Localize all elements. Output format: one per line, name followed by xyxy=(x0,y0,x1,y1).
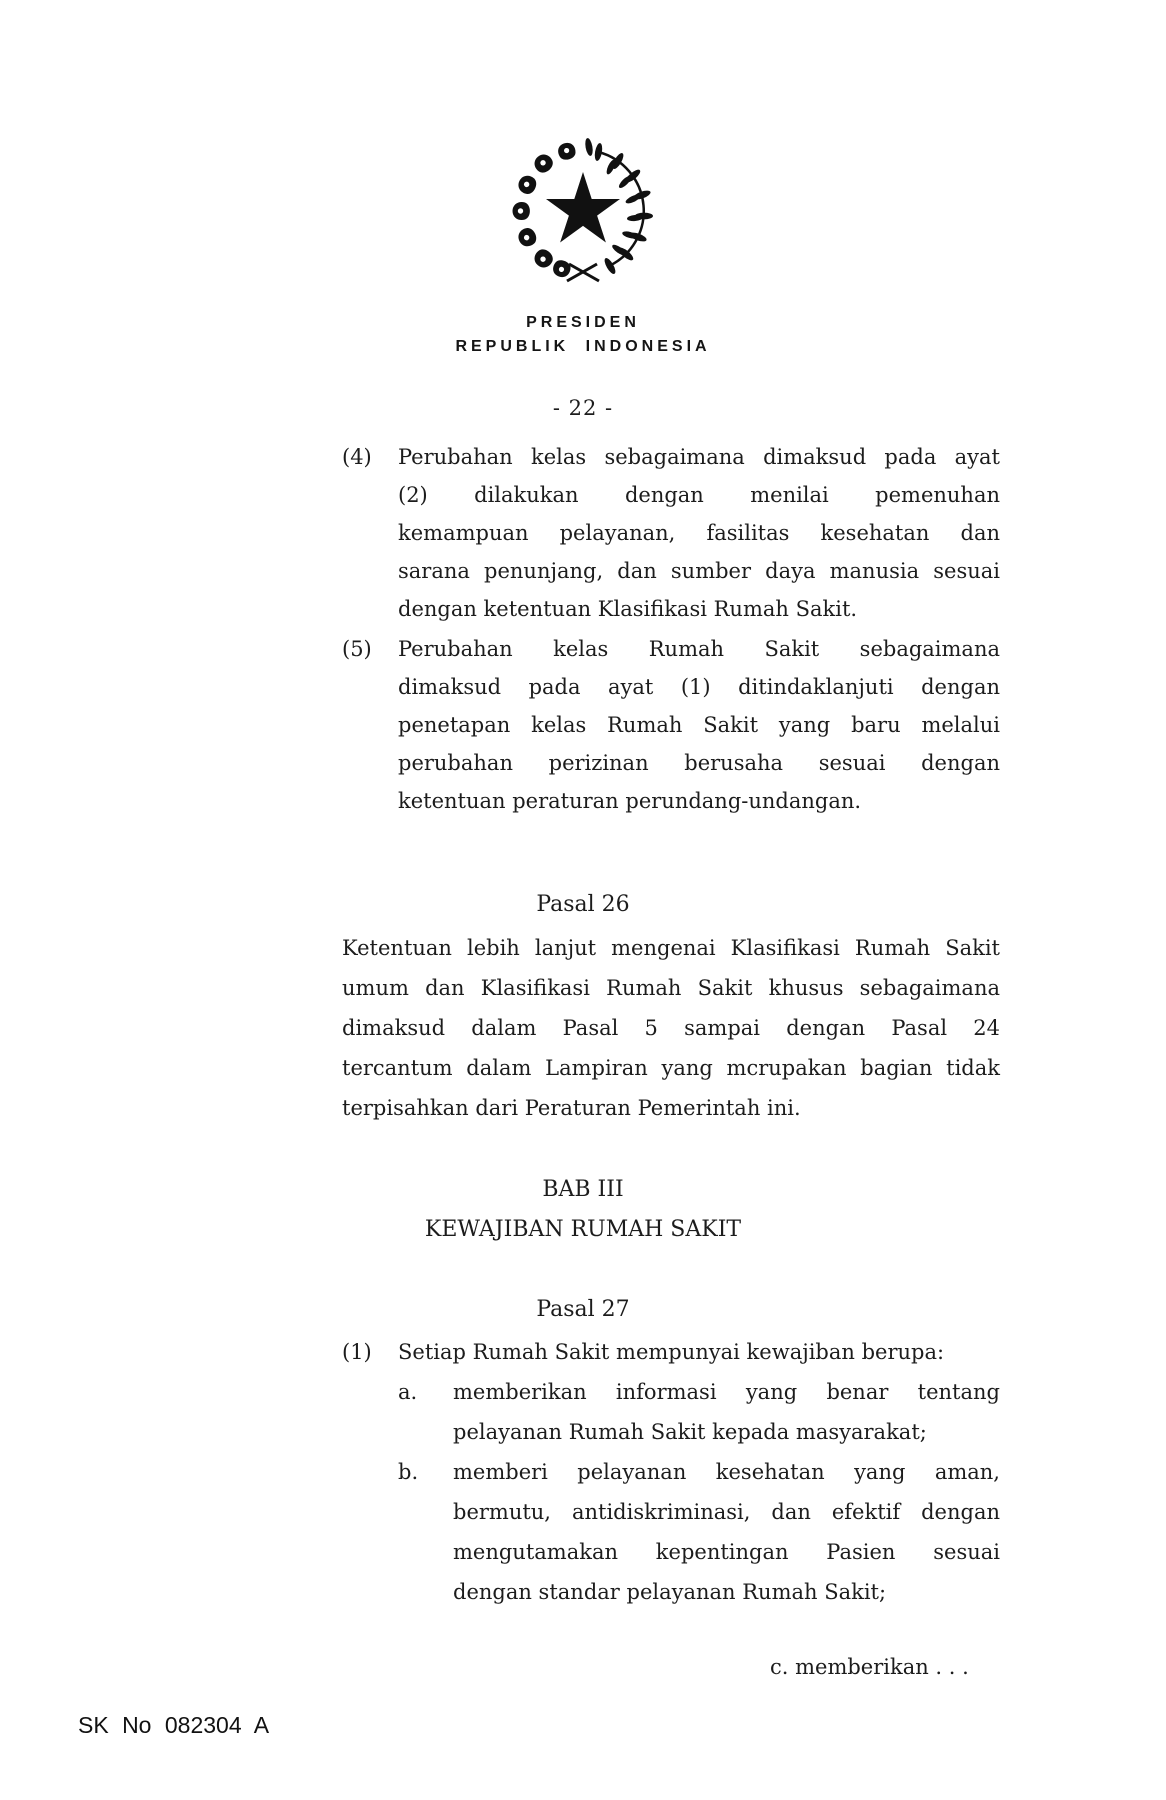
letterhead-title: PRESIDEN xyxy=(526,314,640,331)
bab-3-subheading: KEWAJIBAN RUMAH SAKIT xyxy=(424,1217,742,1242)
text-line: ketentuan peraturan perundang-undangan. xyxy=(398,789,862,813)
text-line: dengan ketentuan Klasifikasi Rumah Sakit. xyxy=(398,597,858,621)
paragraph-ayat-4 xyxy=(342,438,1000,628)
text-line: (2) dilakukan dengan menilai pemenuhan xyxy=(398,483,1000,507)
subitem-text xyxy=(453,1372,1000,1452)
paragraph-text xyxy=(398,438,1000,628)
text-line: tercantum dalam Lampiran yang mcrupakan bagian tidak xyxy=(342,1056,1000,1080)
text-line: memberikan informasi yang benar tentang xyxy=(453,1380,1000,1404)
subitem-a xyxy=(398,1372,1000,1452)
text-line: Setiap Rumah Sakit mempunyai kewajiban berupa: xyxy=(398,1340,945,1364)
star-icon xyxy=(546,172,620,243)
catchword: c. memberikan . . . xyxy=(770,1655,969,1679)
subitem-letter: a. xyxy=(398,1380,418,1404)
text-line: memberi pelayanan kesehatan yang aman, xyxy=(453,1460,1000,1484)
text-line: bermutu, antidiskriminasi, dan efektif dengan xyxy=(453,1500,1000,1524)
text-line: mengutamakan kepentingan Pasien sesuai xyxy=(453,1540,1000,1564)
page-number: - 22 - xyxy=(552,396,614,420)
crossed-stems-icon xyxy=(567,264,599,281)
text-line: Perubahan kelas sebagaimana dimaksud pada ayat xyxy=(398,445,1000,469)
subitem-text xyxy=(453,1452,1000,1612)
text-line: sarana penunjang, dan sumber daya manusia sesuai xyxy=(398,559,1000,583)
paragraph-number: (4) xyxy=(342,445,372,469)
text-line: perubahan perizinan berusaha sesuai dengan xyxy=(398,751,1000,775)
paragraph-text xyxy=(398,630,1000,820)
text-line: dimaksud pada ayat (1) ditindaklanjuti dengan xyxy=(398,675,1000,699)
text-line: penetapan kelas Rumah Sakit yang baru melalui xyxy=(398,713,1000,737)
subitem-b xyxy=(398,1452,1000,1612)
paragraph-ayat-5 xyxy=(342,630,1000,820)
text-line: Ketentuan lebih lanjut mengenai Klasifikasi Rumah Sakit xyxy=(342,936,1000,960)
footer-sk-number: SK No 082304 A xyxy=(78,1712,270,1738)
letterhead-subtitle: REPUBLIK INDONESIA xyxy=(455,338,711,355)
paragraph-number: (5) xyxy=(342,637,372,661)
presidential-seal-icon xyxy=(506,135,660,287)
text-line: dimaksud dalam Pasal 5 sampai dengan Pasal 24 xyxy=(342,1016,1000,1040)
text-line: kemampuan pelayanan, fasilitas kesehatan dan xyxy=(398,521,1000,545)
paragraph-number: (1) xyxy=(342,1340,372,1364)
subitem-letter: b. xyxy=(398,1460,419,1484)
paragraph-text xyxy=(398,1332,1000,1612)
pasal-26-heading: Pasal 26 xyxy=(536,892,630,917)
pasal-26-paragraph xyxy=(342,928,1000,1128)
pasal-27-heading: Pasal 27 xyxy=(536,1297,630,1322)
text-line: terpisahkan dari Peraturan Pemerintah ini. xyxy=(342,1096,801,1120)
paragraph-ayat-1 xyxy=(342,1332,1000,1612)
text-line: Perubahan kelas Rumah Sakit sebagaimana xyxy=(398,637,1000,661)
letterhead xyxy=(0,135,1166,359)
text-line: pelayanan Rumah Sakit kepada masyarakat; xyxy=(453,1420,927,1444)
bab-3-heading: BAB III xyxy=(542,1177,624,1202)
text-line: dengan standar pelayanan Rumah Sakit; xyxy=(453,1580,887,1604)
text-line: umum dan Klasifikasi Rumah Sakit khusus sebagaimana xyxy=(342,976,1000,1000)
